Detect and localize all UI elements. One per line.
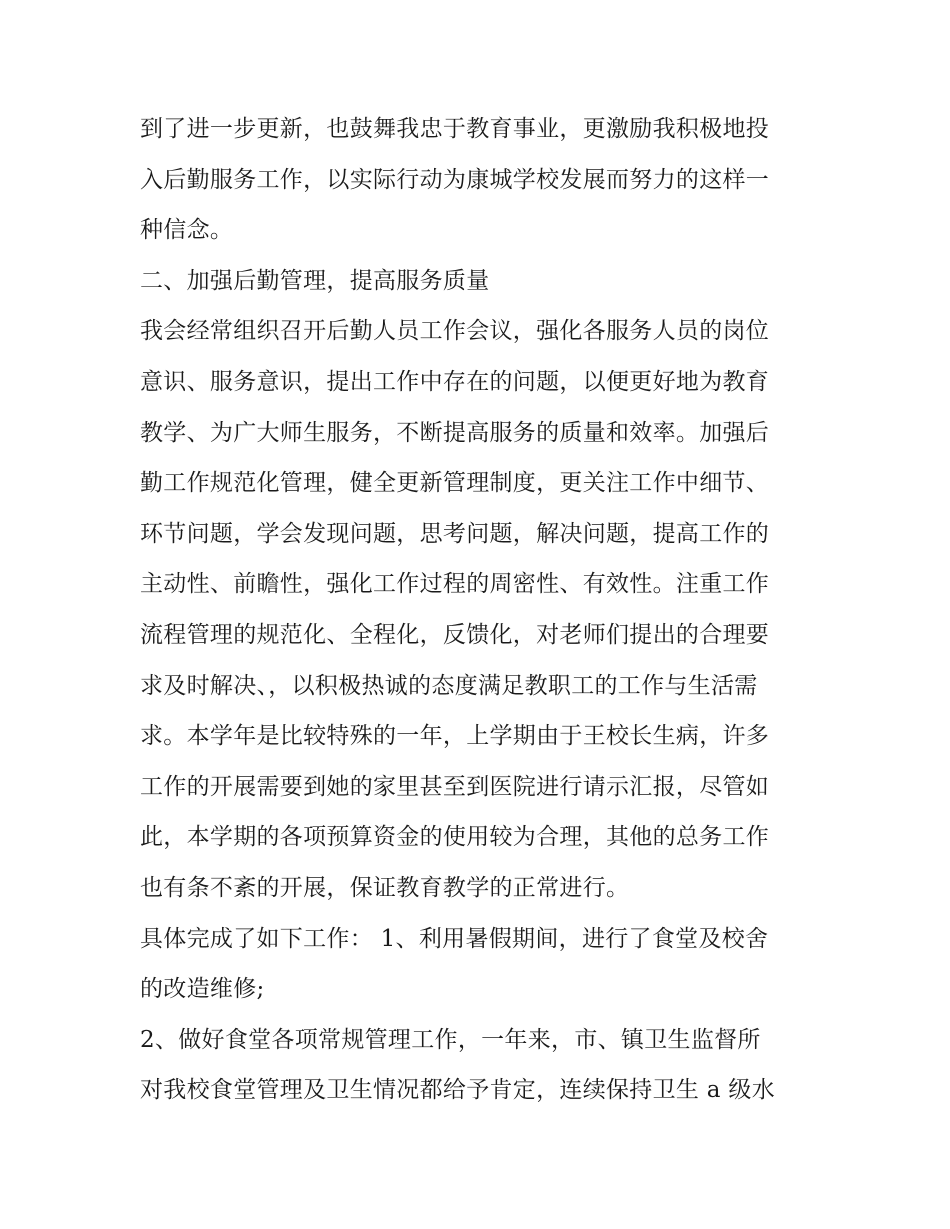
text-line-16: 也有条不紊的开展，保证教育教学的正常进行。 bbox=[140, 874, 630, 901]
text-line-13: 求。本学年是比较特殊的一年，上学期由于王校长生病，许多 bbox=[140, 723, 770, 750]
text-line-19: 2、做好食堂各项常规管理工作，一年来，市、镇卫生监督所 bbox=[140, 1026, 761, 1053]
text-line-7: 教学、为广大师生服务，不断提高服务的质量和效率。加强后 bbox=[140, 419, 770, 446]
text-line-3: 种信念。 bbox=[140, 217, 234, 244]
text-line-6: 意识、服务意识，提出工作中存在的问题，以便更好地为教育 bbox=[140, 368, 770, 395]
text-line-5: 我会经常组织召开后勤人员工作会议，强化各服务人员的岗位 bbox=[140, 318, 770, 345]
text-line-1: 到了进一步更新，也鼓舞我忠于教育事业，更激励我积极地投 bbox=[140, 116, 770, 142]
text-line-11: 流程管理的规范化、全程化，反馈化，对老师们提出的合理要 bbox=[140, 621, 770, 648]
text-line-17: 具体完成了如下工作： 1、利用暑假期间，进行了食堂及校舍 bbox=[140, 925, 769, 952]
text-line-9: 环节问题，学会发现问题，思考问题，解决问题，提高工作的 bbox=[140, 520, 770, 547]
document-body bbox=[140, 104, 820, 1116]
text-line-10: 主动性、前瞻性，强化工作过程的周密性、有效性。注重工作 bbox=[140, 571, 770, 598]
text-line-12: 求及时解决、，以积极热诚的态度满足教职工的工作与生活需 bbox=[140, 672, 758, 699]
text-line-20: 对我校食堂管理及卫生情况都给予肯定，连续保持卫生 a 级水 bbox=[140, 1077, 776, 1104]
section-heading: 二、加强后勤管理，提高服务质量 bbox=[140, 267, 490, 294]
text-line-14: 工作的开展需要到她的家里甚至到医院进行请示汇报，尽管如 bbox=[140, 773, 770, 800]
text-line-18: 的改造维修; bbox=[140, 976, 265, 1003]
text-line-8: 勤工作规范化管理，健全更新管理制度，更关注工作中细节、 bbox=[140, 470, 770, 497]
text-line-2: 入后勤服务工作，以实际行动为康城学校发展而努力的这样一 bbox=[140, 166, 770, 193]
text-line-15: 此，本学期的各项预算资金的使用较为合理，其他的总务工作 bbox=[140, 824, 770, 851]
